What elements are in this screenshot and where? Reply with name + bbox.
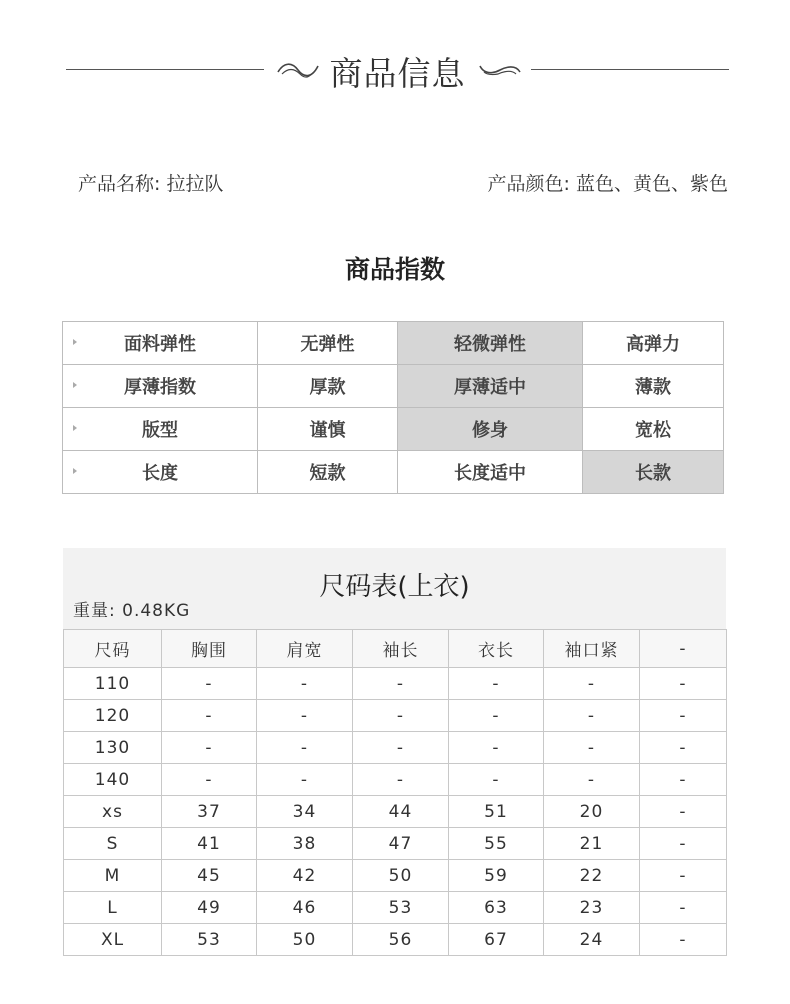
size-label-cell: 130 [64, 732, 162, 764]
table-cell: 38 [257, 828, 353, 860]
header-line-right [531, 69, 729, 70]
product-color-value: 蓝色、黄色、紫色 [575, 173, 728, 195]
product-name [78, 169, 223, 196]
index-row-label: 厚薄指数 [63, 365, 258, 408]
table-cell: - [162, 764, 257, 796]
table-cell: - [162, 732, 257, 764]
table-cell: - [640, 700, 727, 732]
size-label-cell: L [64, 892, 162, 924]
index-option: 宽松 [583, 408, 724, 451]
index-row-label: 面料弹性 [63, 322, 258, 365]
table-row [64, 892, 727, 924]
table-row [64, 860, 727, 892]
table-cell: - [353, 700, 449, 732]
table-cell: - [353, 764, 449, 796]
index-row [63, 365, 724, 408]
table-cell: - [544, 764, 640, 796]
index-option-selected: 厚薄适中 [398, 365, 583, 408]
product-name-label: 产品名称: [78, 173, 161, 195]
table-cell: - [449, 764, 544, 796]
table-cell: 50 [353, 860, 449, 892]
index-row [63, 408, 724, 451]
index-option: 高弹力 [583, 322, 724, 365]
table-cell: - [449, 732, 544, 764]
table-cell: 44 [353, 796, 449, 828]
table-cell: 49 [162, 892, 257, 924]
table-cell: - [640, 732, 727, 764]
size-column-header: 袖长 [353, 630, 449, 668]
size-label-cell: 140 [64, 764, 162, 796]
size-chart-title: 尺码表(上衣) [319, 572, 470, 602]
table-row [64, 796, 727, 828]
table-cell: 24 [544, 924, 640, 956]
product-index-table [62, 321, 724, 494]
table-cell: - [257, 764, 353, 796]
table-cell: 55 [449, 828, 544, 860]
table-cell: - [353, 668, 449, 700]
table-cell: 63 [449, 892, 544, 924]
table-cell: - [544, 700, 640, 732]
size-label-cell: 120 [64, 700, 162, 732]
size-column-header: 袖口紧 [544, 630, 640, 668]
table-cell: 41 [162, 828, 257, 860]
table-cell: 23 [544, 892, 640, 924]
table-cell: - [162, 668, 257, 700]
table-cell: 37 [162, 796, 257, 828]
table-row [64, 732, 727, 764]
header-line-left [66, 69, 264, 70]
table-cell: - [640, 668, 727, 700]
size-label-cell: xs [64, 796, 162, 828]
size-chart-header [63, 548, 726, 629]
table-cell: 47 [353, 828, 449, 860]
size-table [63, 629, 727, 956]
page-title: 商品信息 [329, 54, 466, 93]
table-cell: 21 [544, 828, 640, 860]
table-row [64, 924, 727, 956]
bullet-arrow-icon [73, 468, 77, 474]
index-row-label: 版型 [63, 408, 258, 451]
swirl-ornament-right-icon [476, 54, 524, 84]
index-option: 无弹性 [258, 322, 398, 365]
index-row-label: 长度 [63, 451, 258, 494]
index-row [63, 322, 724, 365]
table-cell: 51 [449, 796, 544, 828]
table-cell: 42 [257, 860, 353, 892]
table-cell: - [257, 732, 353, 764]
bullet-arrow-icon [73, 382, 77, 388]
table-cell: - [257, 700, 353, 732]
table-cell: 53 [162, 924, 257, 956]
table-row [64, 764, 727, 796]
index-option: 长度适中 [398, 451, 583, 494]
index-option: 厚款 [258, 365, 398, 408]
size-column-header: 肩宽 [257, 630, 353, 668]
table-cell: - [449, 700, 544, 732]
table-cell: - [640, 892, 727, 924]
size-column-header: 胸围 [162, 630, 257, 668]
table-row [64, 828, 727, 860]
product-color-label: 产品颜色: [487, 173, 570, 195]
table-row [64, 700, 727, 732]
size-label-cell: M [64, 860, 162, 892]
size-column-header: 衣长 [449, 630, 544, 668]
table-cell: - [544, 732, 640, 764]
product-name-value: 拉拉队 [166, 173, 224, 195]
index-option: 短款 [258, 451, 398, 494]
table-cell: - [640, 764, 727, 796]
table-cell: - [257, 668, 353, 700]
index-title: 商品指数 [344, 255, 445, 284]
table-cell: 46 [257, 892, 353, 924]
table-cell: 20 [544, 796, 640, 828]
table-cell: 59 [449, 860, 544, 892]
product-color [488, 169, 728, 196]
index-option: 薄款 [583, 365, 724, 408]
table-cell: 34 [257, 796, 353, 828]
index-option: 谨慎 [258, 408, 398, 451]
table-cell: - [544, 668, 640, 700]
size-chart [63, 548, 726, 962]
table-cell: - [640, 860, 727, 892]
weight-label: 重量: 0.48KG [73, 601, 191, 621]
table-cell: - [640, 796, 727, 828]
table-cell: 45 [162, 860, 257, 892]
size-label-cell: S [64, 828, 162, 860]
table-cell: 67 [449, 924, 544, 956]
size-label-cell: XL [64, 924, 162, 956]
index-row [63, 451, 724, 494]
size-label-cell: 110 [64, 668, 162, 700]
table-cell: - [640, 828, 727, 860]
bullet-arrow-icon [73, 425, 77, 431]
bullet-arrow-icon [73, 339, 77, 345]
section-header [0, 44, 790, 94]
swirl-ornament-left-icon [274, 54, 322, 84]
index-option-selected: 轻微弹性 [398, 322, 583, 365]
size-column-header: 尺码 [64, 630, 162, 668]
table-cell: 50 [257, 924, 353, 956]
table-cell: - [162, 700, 257, 732]
index-option-selected: 修身 [398, 408, 583, 451]
table-cell: - [353, 732, 449, 764]
size-column-header: - [640, 630, 727, 668]
table-cell: 22 [544, 860, 640, 892]
table-cell: 53 [353, 892, 449, 924]
table-cell: 56 [353, 924, 449, 956]
table-row [64, 668, 727, 700]
table-cell: - [449, 668, 544, 700]
index-option-selected: 长款 [583, 451, 724, 494]
table-cell: - [640, 924, 727, 956]
